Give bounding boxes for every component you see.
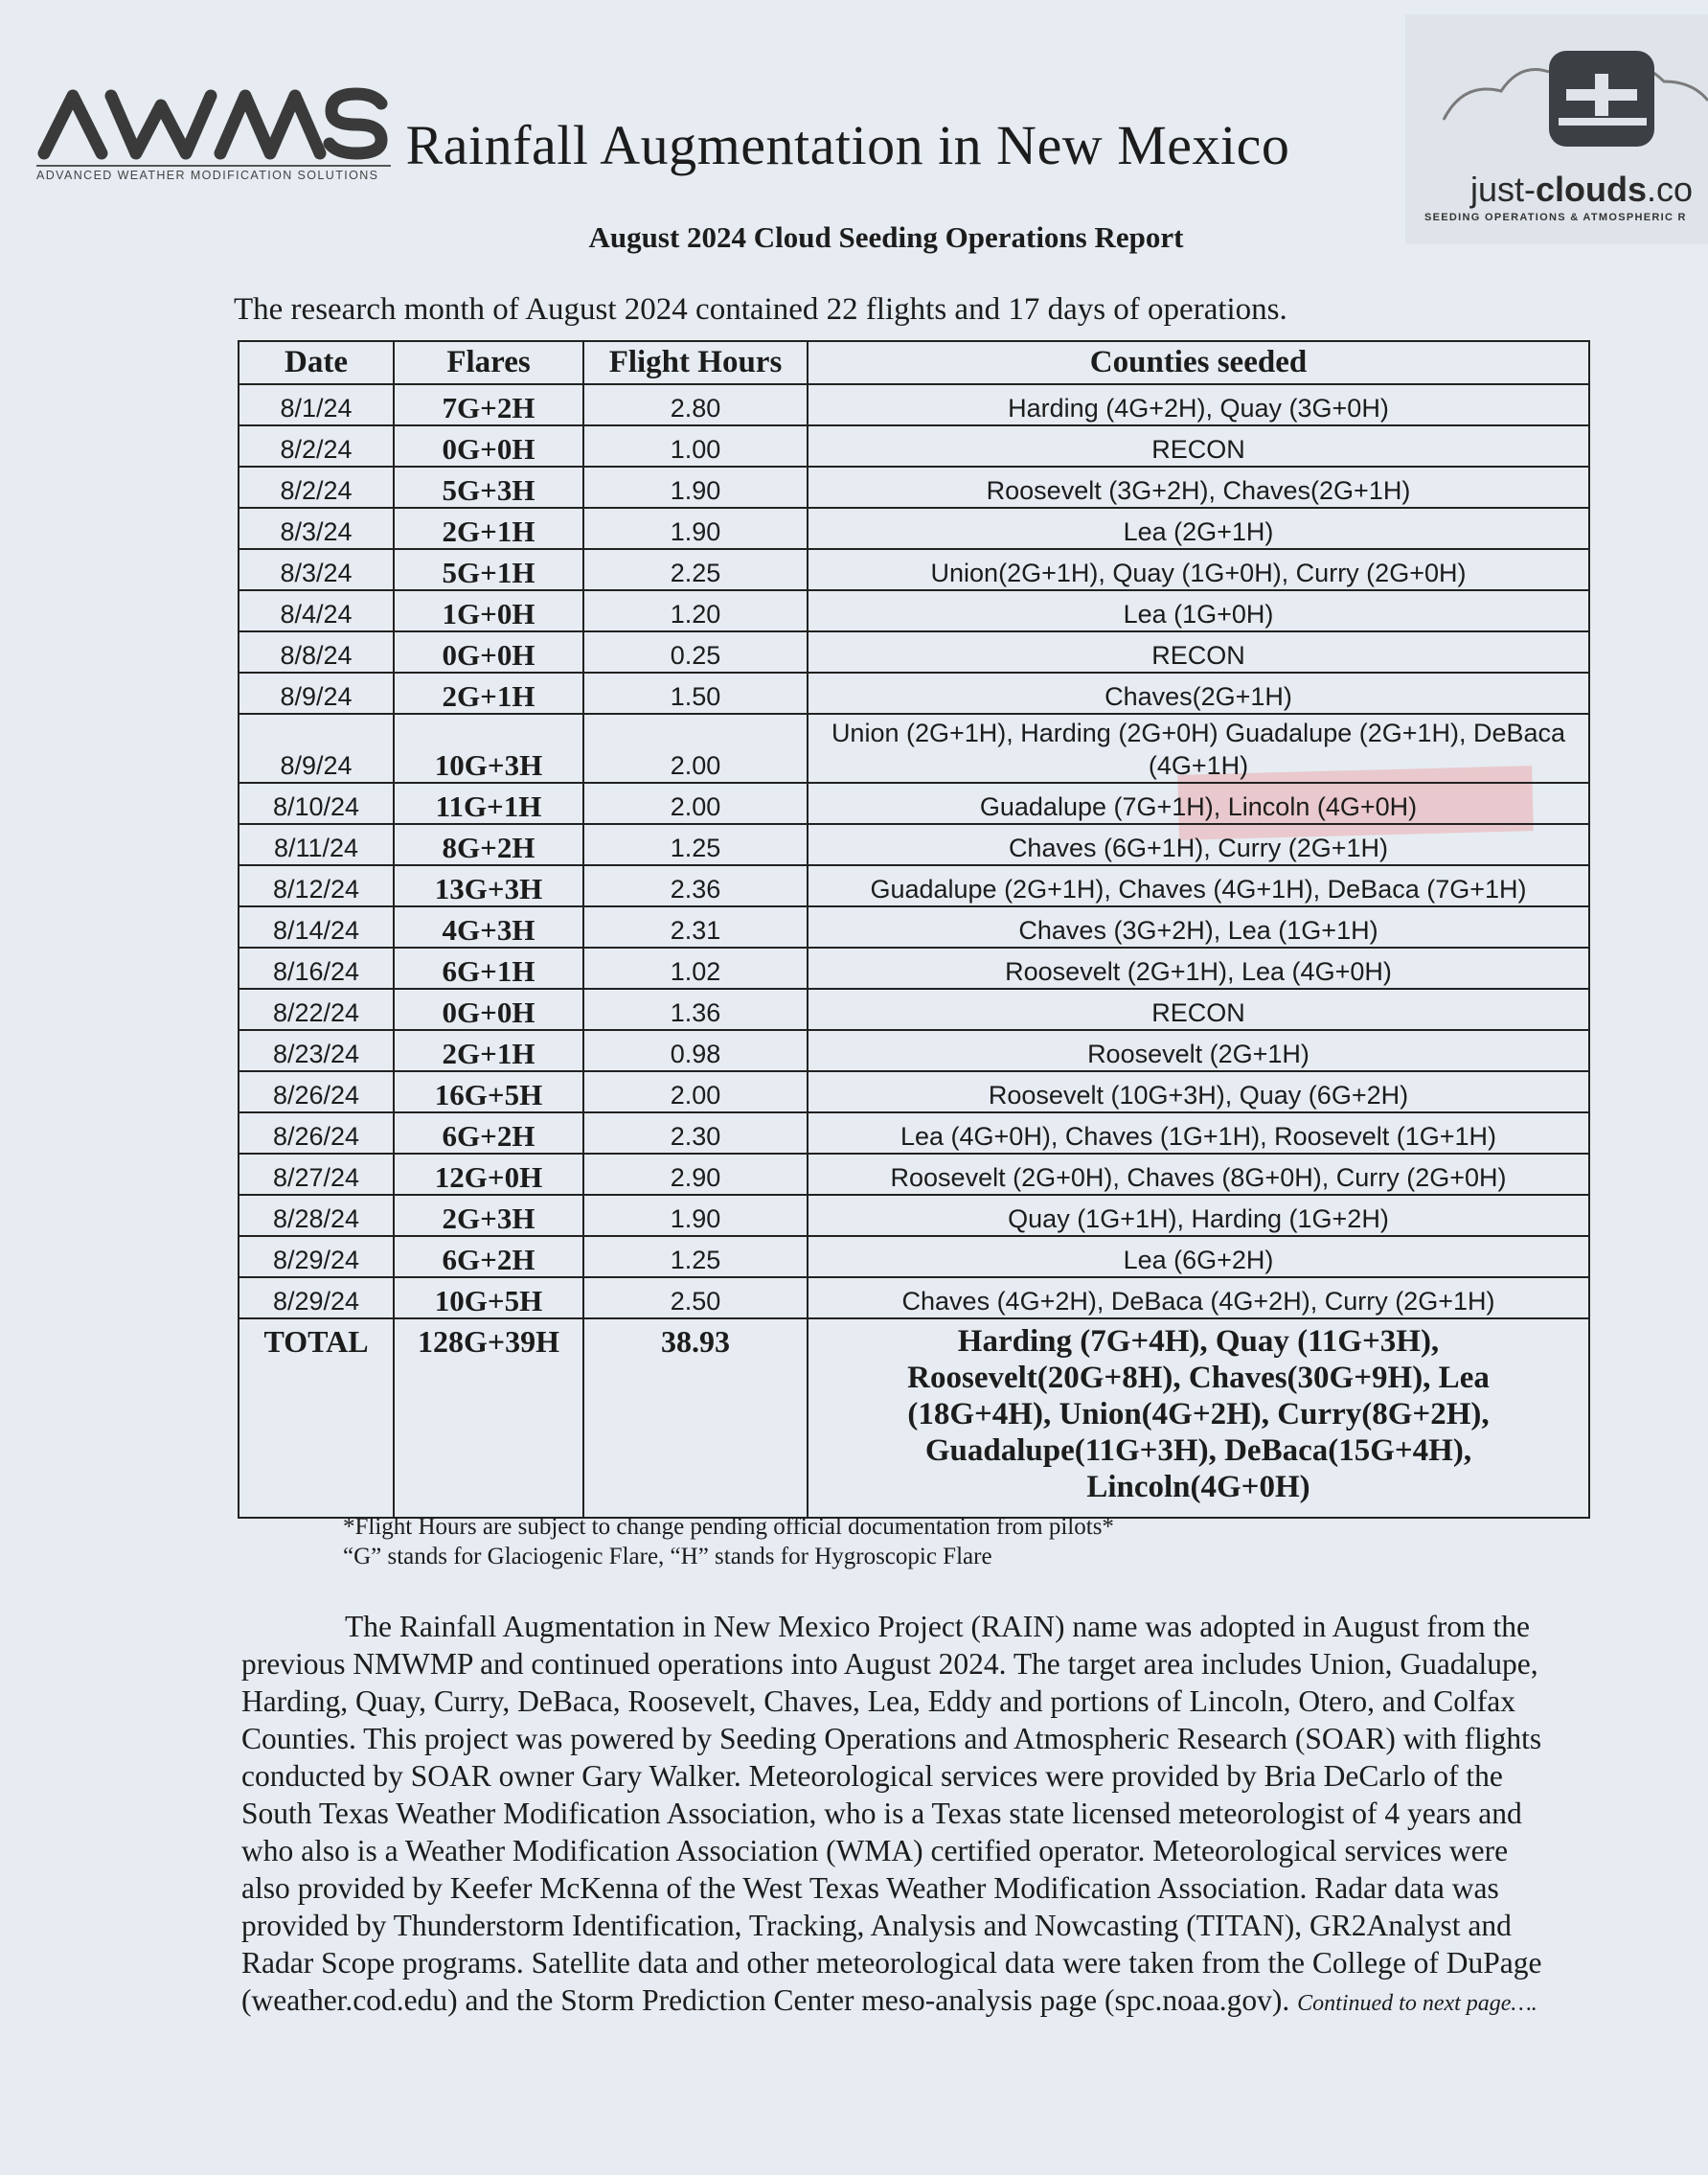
table-row	[239, 906, 1589, 948]
cloud-plane-icon	[1405, 14, 1708, 168]
operations-table	[238, 340, 1590, 1519]
cell-counties: Roosevelt (2G+1H), Lea (4G+0H)	[808, 948, 1589, 989]
cell-counties: Roosevelt (2G+0H), Chaves (8G+0H), Curry (2G+0H)	[808, 1154, 1589, 1195]
cell-counties: Guadalupe (7G+1H), Lincoln (4G+0H)	[808, 783, 1589, 824]
cell-flight-hours: 2.90	[583, 1154, 808, 1195]
cell-date: 8/22/24	[239, 989, 394, 1030]
total-row	[239, 1318, 1589, 1518]
cell-flight-hours: 1.00	[583, 425, 808, 467]
cell-date: 8/28/24	[239, 1195, 394, 1236]
table-row	[239, 783, 1589, 824]
header-counties: Counties seeded	[808, 341, 1589, 384]
cell-counties: Chaves (4G+2H), DeBaca (4G+2H), Curry (2G+1H)	[808, 1277, 1589, 1318]
table-row	[239, 1277, 1589, 1318]
cell-flight-hours: 1.90	[583, 508, 808, 549]
cell-flares: 2G+1H	[394, 1030, 583, 1071]
cell-counties: Lea (6G+2H)	[808, 1236, 1589, 1277]
total-counties: Harding (7G+4H), Quay (11G+3H), Roosevelt(20G+8H), Chaves(30G+9H), Lea (18G+4H), Union(4G+2H), Curry(8G+2H), Guadalupe(11G+3H), DeBaca(15G+4H), Lincoln(4G+0H)	[808, 1318, 1589, 1518]
cell-date: 8/27/24	[239, 1154, 394, 1195]
cell-date: 8/11/24	[239, 824, 394, 865]
body-paragraph	[241, 1608, 1544, 2023]
cell-flares: 0G+0H	[394, 425, 583, 467]
table-row	[239, 673, 1589, 714]
cell-flight-hours: 2.80	[583, 384, 808, 425]
cell-counties: Roosevelt (10G+3H), Quay (6G+2H)	[808, 1071, 1589, 1112]
cell-counties: RECON	[808, 425, 1589, 467]
cell-flares: 2G+1H	[394, 508, 583, 549]
report-subtitle: August 2024 Cloud Seeding Operations Report	[588, 220, 1184, 254]
total-flares: 128G+39H	[394, 1318, 583, 1518]
table-row	[239, 1071, 1589, 1112]
cell-flight-hours: 1.20	[583, 590, 808, 631]
cell-flares: 16G+5H	[394, 1071, 583, 1112]
cell-flares: 0G+0H	[394, 989, 583, 1030]
just-clouds-logo	[1405, 14, 1708, 244]
cell-flight-hours: 1.90	[583, 467, 808, 508]
table-notes	[343, 1512, 1114, 1571]
cell-flight-hours: 1.25	[583, 824, 808, 865]
cell-flares: 2G+3H	[394, 1195, 583, 1236]
cell-date: 8/3/24	[239, 549, 394, 590]
header-flares: Flares	[394, 341, 583, 384]
cell-flares: 8G+2H	[394, 824, 583, 865]
cell-flight-hours: 1.36	[583, 989, 808, 1030]
total-label: TOTAL	[239, 1318, 394, 1518]
cell-counties: Roosevelt (3G+2H), Chaves(2G+1H)	[808, 467, 1589, 508]
flight-hours-note: *Flight Hours are subject to change pending official documentation from pilots*	[343, 1514, 1114, 1540]
table-row	[239, 824, 1589, 865]
just-clouds-tagline: SEEDING OPERATIONS & ATMOSPHERIC R	[1424, 212, 1687, 223]
cell-date: 8/26/24	[239, 1112, 394, 1154]
total-hours: 38.93	[583, 1318, 808, 1518]
cell-flares: 11G+1H	[394, 783, 583, 824]
table-body	[239, 384, 1589, 1318]
cell-flight-hours: 2.00	[583, 714, 808, 783]
cell-counties: RECON	[808, 989, 1589, 1030]
cell-flight-hours: 1.02	[583, 948, 808, 989]
cell-date: 8/4/24	[239, 590, 394, 631]
body-text: The Rainfall Augmentation in New Mexico Project (RAIN) name was adopted in August from the previous NMWMP and continued operations into August 2024. The target area includes Union, Guadalupe, Harding, Quay, Curry, DeBaca, Roosevelt, Chaves, Lea, Eddy and portions of Lincoln, Otero, and Colfax Counties. This project was powered by Seeding Operations and Atmospheric Research (SOAR) with flights conducted by SOAR owner Gary Walker. Meteorological services were provided by Bria DeCarlo of the South Texas Weather Modification Association, who is a Texas state licensed meteorologist of 4 years and who also is a Weather Modification Association (WMA) certified operator. Meteorological services were also provided by Keefer McKenna of the West Texas Weather Modification Association. Radar data was provided by Thunderstorm Identification, Tracking, Analysis and Nowcasting (TITAN), GR2Analyst and Radar Scope programs. Satellite data and other meteorological data were taken from the College of DuPage (weather.cod.edu) and the Storm Prediction Center meso-analysis page (spc.noaa.gov).	[241, 1610, 1542, 2017]
cell-flight-hours: 2.00	[583, 1071, 808, 1112]
cell-counties: Roosevelt (2G+1H)	[808, 1030, 1589, 1071]
table-row	[239, 865, 1589, 906]
table-row	[239, 631, 1589, 673]
just-clouds-name: just-clouds.co	[1470, 170, 1694, 209]
cell-counties: Union (2G+1H), Harding (2G+0H) Guadalupe (2G+1H), DeBaca (4G+1H)	[808, 714, 1589, 783]
cell-flight-hours: 2.50	[583, 1277, 808, 1318]
cell-flight-hours: 2.31	[583, 906, 808, 948]
table-row	[239, 948, 1589, 989]
cell-date: 8/29/24	[239, 1236, 394, 1277]
cell-date: 8/12/24	[239, 865, 394, 906]
awms-tagline: ADVANCED WEATHER MODIFICATION SOLUTIONS	[36, 165, 391, 182]
cell-date: 8/14/24	[239, 906, 394, 948]
table-row	[239, 1030, 1589, 1071]
continued-note: Continued to next page….	[1297, 1991, 1537, 2016]
cell-counties: Guadalupe (2G+1H), Chaves (4G+1H), DeBaca (7G+1H)	[808, 865, 1589, 906]
cell-flight-hours: 2.30	[583, 1112, 808, 1154]
cell-counties: Union(2G+1H), Quay (1G+0H), Curry (2G+0H)	[808, 549, 1589, 590]
cell-date: 8/26/24	[239, 1071, 394, 1112]
cell-flight-hours: 1.50	[583, 673, 808, 714]
cell-flares: 12G+0H	[394, 1154, 583, 1195]
cell-flares: 13G+3H	[394, 865, 583, 906]
cell-flares: 10G+3H	[394, 714, 583, 783]
table-row	[239, 425, 1589, 467]
table-row	[239, 1112, 1589, 1154]
cell-date: 8/1/24	[239, 384, 394, 425]
flare-legend-note: “G” stands for Glaciogenic Flare, “H” stands for Hygroscopic Flare	[343, 1544, 992, 1569]
cell-flares: 1G+0H	[394, 590, 583, 631]
cell-flares: 5G+3H	[394, 467, 583, 508]
awms-logo-name: AWMS	[36, 84, 40, 85]
cell-flares: 10G+5H	[394, 1277, 583, 1318]
cell-flares: 2G+1H	[394, 673, 583, 714]
cell-flares: 4G+3H	[394, 906, 583, 948]
table-row	[239, 714, 1589, 783]
cell-flight-hours: 2.25	[583, 549, 808, 590]
table-row	[239, 1154, 1589, 1195]
cell-counties: RECON	[808, 631, 1589, 673]
cell-flares: 6G+2H	[394, 1112, 583, 1154]
intro-sentence: The research month of August 2024 contained 22 flights and 17 days of operations.	[234, 292, 1287, 327]
cell-flight-hours: 1.25	[583, 1236, 808, 1277]
cell-counties: Chaves (3G+2H), Lea (1G+1H)	[808, 906, 1589, 948]
cell-flight-hours: 1.90	[583, 1195, 808, 1236]
cell-flares: 6G+1H	[394, 948, 583, 989]
cell-flares: 5G+1H	[394, 549, 583, 590]
cell-date: 8/10/24	[239, 783, 394, 824]
table-row	[239, 1195, 1589, 1236]
cell-counties: Quay (1G+1H), Harding (1G+2H)	[808, 1195, 1589, 1236]
table-row	[239, 590, 1589, 631]
cell-counties: Harding (4G+2H), Quay (3G+0H)	[808, 384, 1589, 425]
table-row	[239, 508, 1589, 549]
table-row	[239, 549, 1589, 590]
cell-date: 8/2/24	[239, 467, 394, 508]
cell-flight-hours: 0.98	[583, 1030, 808, 1071]
cell-counties: Lea (2G+1H)	[808, 508, 1589, 549]
cell-date: 8/9/24	[239, 673, 394, 714]
cell-counties: Chaves(2G+1H)	[808, 673, 1589, 714]
table-row	[239, 1236, 1589, 1277]
cell-counties: Lea (4G+0H), Chaves (1G+1H), Roosevelt (1G+1H)	[808, 1112, 1589, 1154]
cell-flight-hours: 2.00	[583, 783, 808, 824]
header-date: Date	[239, 341, 394, 384]
cell-flight-hours: 2.36	[583, 865, 808, 906]
cell-counties: Chaves (6G+1H), Curry (2G+1H)	[808, 824, 1589, 865]
cell-date: 8/3/24	[239, 508, 394, 549]
report-title: Rainfall Augmentation in New Mexico	[405, 114, 1290, 176]
cell-flares: 0G+0H	[394, 631, 583, 673]
cell-flight-hours: 0.25	[583, 631, 808, 673]
cell-flares: 6G+2H	[394, 1236, 583, 1277]
table-row	[239, 989, 1589, 1030]
cell-date: 8/9/24	[239, 714, 394, 783]
table-header-row	[239, 341, 1589, 384]
table-row	[239, 467, 1589, 508]
cell-date: 8/2/24	[239, 425, 394, 467]
cell-date: 8/8/24	[239, 631, 394, 673]
table-row	[239, 384, 1589, 425]
cell-counties: Lea (1G+0H)	[808, 590, 1589, 631]
cell-date: 8/23/24	[239, 1030, 394, 1071]
cell-flares: 7G+2H	[394, 384, 583, 425]
cell-date: 8/29/24	[239, 1277, 394, 1318]
header-flight-hours: Flight Hours	[583, 341, 808, 384]
cell-date: 8/16/24	[239, 948, 394, 989]
